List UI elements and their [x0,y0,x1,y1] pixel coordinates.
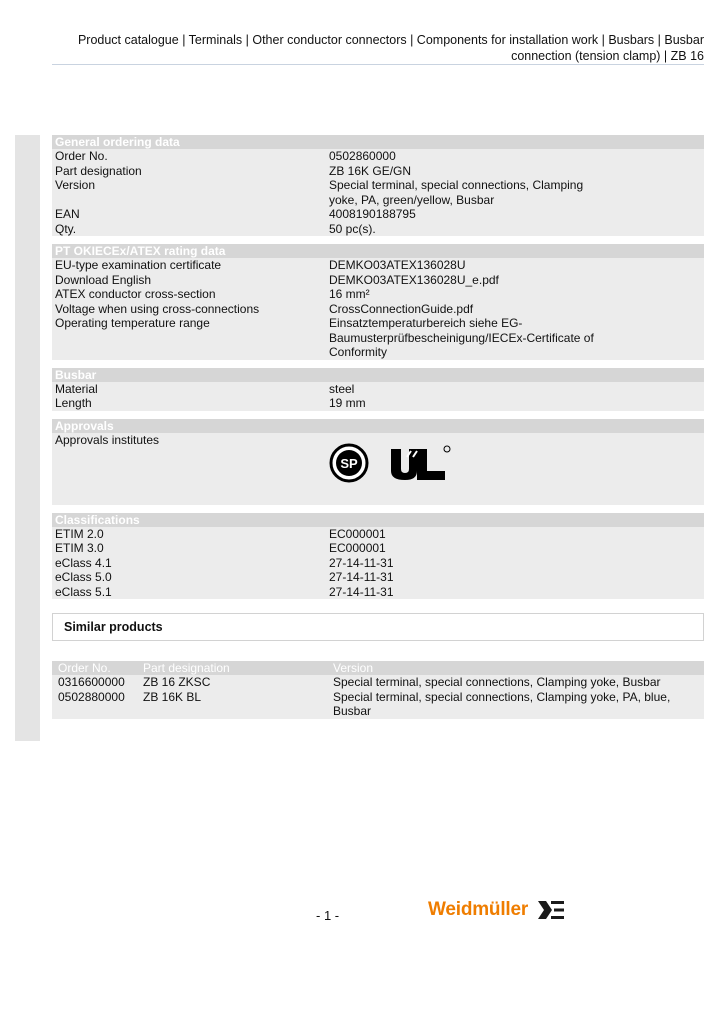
row-value: Special terminal, special connections, Clamping yoke, PA, green/yellow, Busbar [329,178,584,207]
similar-products-heading: Similar products [52,613,704,641]
row-value: 0502860000 [329,149,396,163]
brand-name: Weidmüller [428,899,529,920]
data-row [52,570,704,585]
table-row[interactable] [52,690,704,719]
section-title: Busbar [52,368,704,382]
data-row [52,178,704,207]
weidmuller-mark-icon [536,898,566,922]
row-label: Download English [55,272,152,287]
row-label: ETIM 3.0 [55,541,104,555]
brand-logo [428,898,566,922]
row-label: Material [55,381,98,396]
row-value: 4008190188795 [329,207,416,221]
column-header-version: Version [333,661,374,675]
column-header-part-designation: Part designation [143,661,230,675]
row-value: DEMKO03ATEX136028U [329,258,466,272]
row-label: Operating temperature range [55,316,210,330]
data-row [52,164,704,179]
approvals-section [52,419,704,505]
row-value: 50 pc(s). [329,221,376,236]
section-title: Classifications [52,513,704,527]
data-row [52,433,704,505]
table-row[interactable] [52,675,704,690]
order-number-cell: 0316600000 [58,675,125,689]
row-label: Part designation [55,163,142,178]
row-label: EU-type examination certificate [55,258,222,272]
designation-cell: ZB 16K BL [143,689,202,704]
row-label: eClass 5.0 [55,570,112,584]
general-ordering-section [52,135,704,236]
approval-logos [329,433,609,505]
column-header-order-no: Order No. [58,661,111,675]
busbar-section [52,368,704,411]
data-row [52,149,704,164]
row-value: Einsatztemperaturbereich siehe EG-Baumusterprüfbescheinigung/IECEx-Certificate of Conformity [329,316,594,359]
table-header [52,661,704,675]
row-label: Approvals institutes [55,432,160,447]
data-row [52,207,704,222]
row-value: EC000001 [329,541,386,555]
row-value: 27-14-11-31 [329,584,394,599]
csa-logo-icon [329,443,369,483]
row-value: EC000001 [329,526,386,541]
row-label: Qty. [55,221,77,236]
cross-connection-guide-link[interactable]: CrossConnectionGuide.pdf [329,301,474,316]
section-title: General ordering data [52,135,704,149]
data-row [52,287,704,302]
data-row [52,556,704,571]
version-cell: Special terminal, special connections, Clamping yoke, PA, blue, Busbar [333,689,671,718]
data-row [52,258,704,273]
download-link[interactable]: DEMKO03ATEX136028U_e.pdf [329,272,499,287]
row-value: 27-14-11-31 [329,555,394,570]
atex-rating-section [52,244,704,360]
ul-logo-icon [387,443,451,483]
data-row [52,316,704,360]
similar-products-table [52,661,704,719]
section-title: PT OKIECEx/ATEX rating data [52,244,704,258]
data-row [52,585,704,600]
section-title: Approvals [52,419,704,433]
svg-text:SP: SP [340,455,358,471]
row-label: ETIM 2.0 [55,526,104,541]
breadcrumb: Product catalogue | Terminals | Other conductor connectors | Components for installation work | Busbars | Busbar connection (tension clamp) | ZB 16 [77,33,704,63]
data-row [52,382,704,397]
row-label: EAN [55,207,80,221]
row-label: eClass 5.1 [55,584,112,599]
data-row [52,222,704,237]
row-value: 27-14-11-31 [329,570,394,584]
data-row [52,302,704,317]
designation-cell: ZB 16 ZKSC [143,675,211,689]
row-label: ATEX conductor cross-section [55,287,216,301]
data-row [52,527,704,542]
data-row [52,273,704,288]
row-value: ZB 16K GE/GN [329,163,412,178]
datasheet-content [52,135,704,719]
row-value: 16 mm² [329,287,370,301]
data-row [52,396,704,411]
row-label: Order No. [55,149,108,163]
page-number: - 1 - [316,908,340,923]
row-value: 19 mm [329,396,366,410]
row-label: Voltage when using cross-connections [55,301,260,316]
row-label: Length [55,396,92,410]
header-divider [52,64,704,65]
row-label: eClass 4.1 [55,555,112,570]
classifications-section [52,513,704,600]
order-number-cell: 0502880000 [58,689,125,704]
data-row [52,541,704,556]
version-cell: Special terminal, special connections, Clamping yoke, Busbar [333,675,661,689]
row-value: steel [329,381,355,396]
row-label: Version [55,178,96,192]
side-bar [15,135,40,741]
